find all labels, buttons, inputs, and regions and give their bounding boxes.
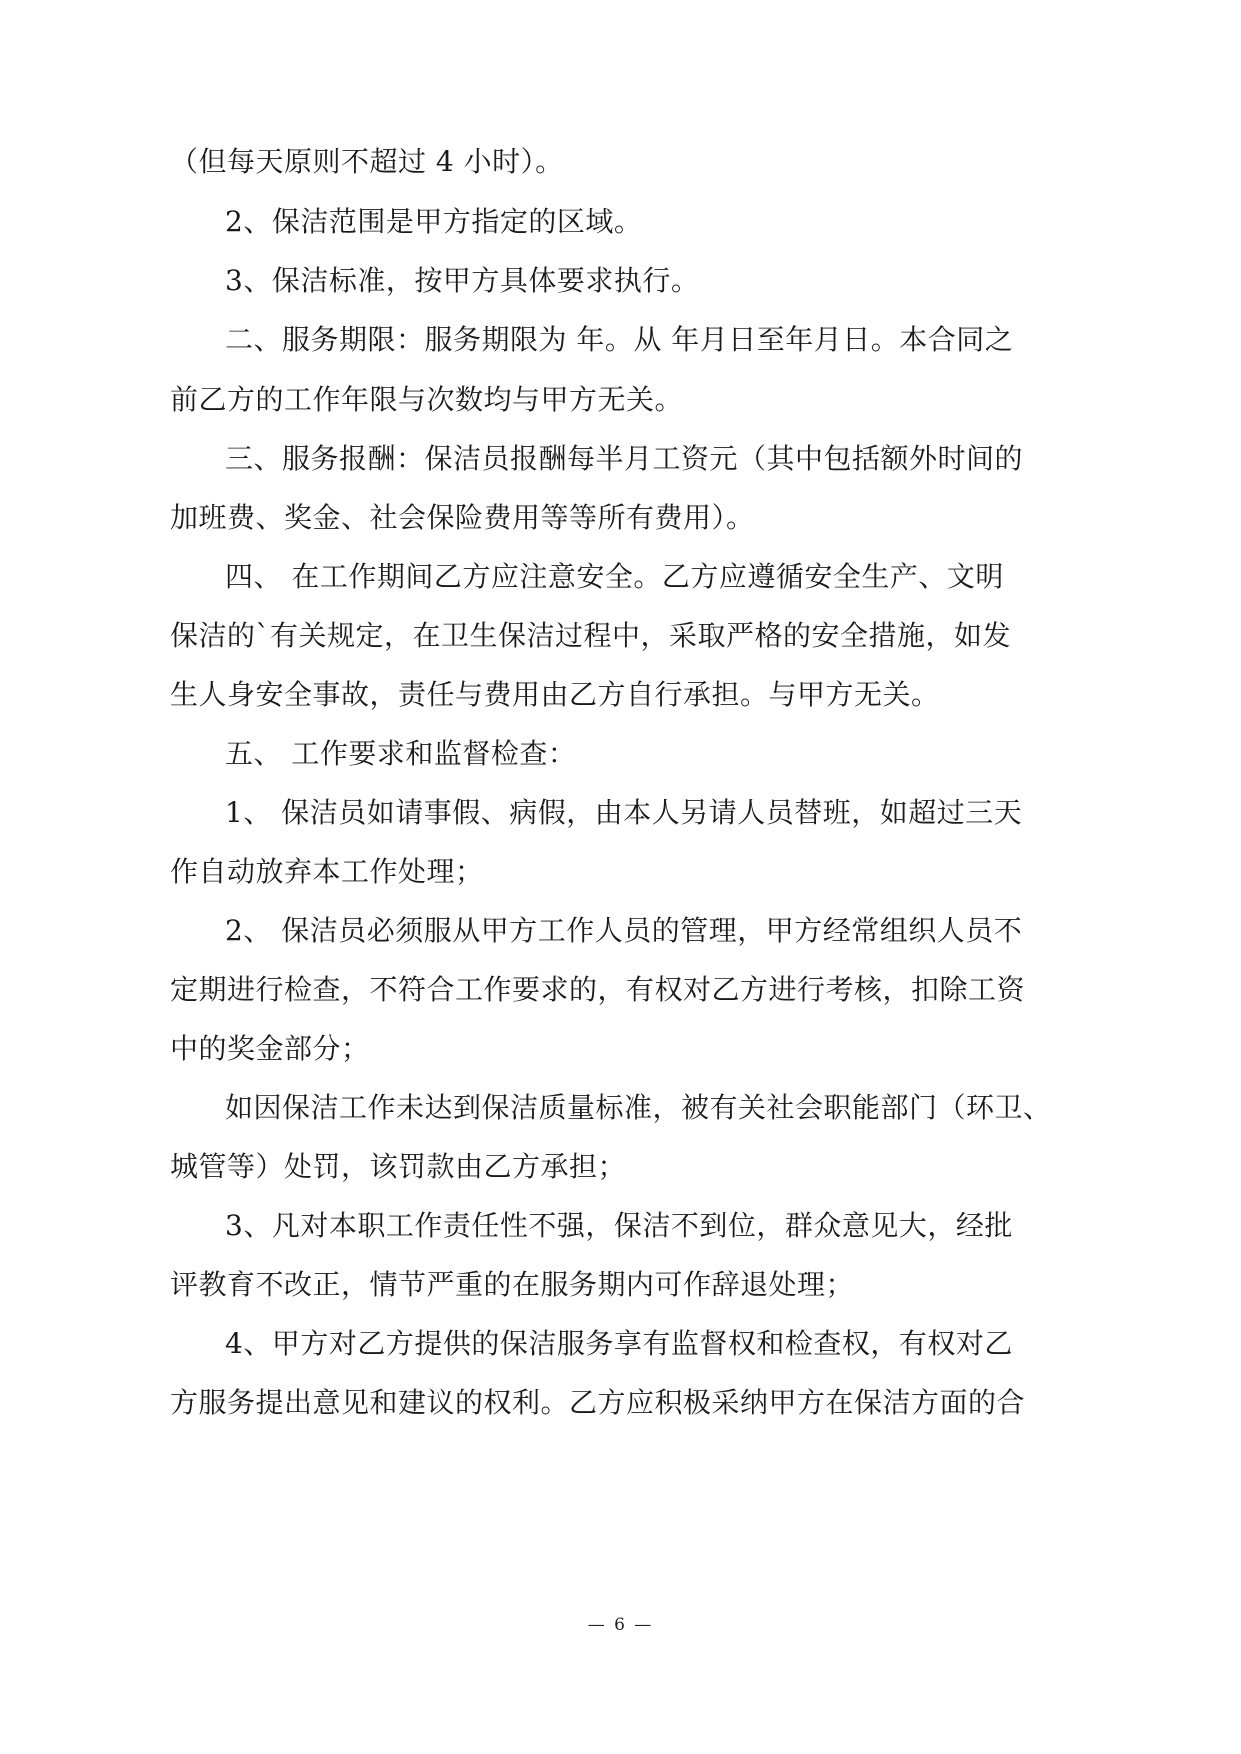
text-line: 评教育不改正，情节严重的在服务期内可作辞退处理； bbox=[170, 1268, 855, 1301]
text-line: 五、 工作要求和监督检查： bbox=[225, 737, 577, 770]
text-line: 如因保洁工作未达到保洁质量标准，被有关社会职能部门（环卫、 bbox=[225, 1091, 1052, 1124]
text-line: 作自动放弃本工作处理； bbox=[170, 855, 484, 888]
text-line: 1、 保洁员如请事假、病假，由本人另请人员替班，如超过三天 bbox=[225, 796, 1023, 829]
text-line: 前乙方的工作年限与次数均与甲方无关。 bbox=[170, 383, 684, 416]
text-line: 方服务提出意见和建议的权利。乙方应积极采纳甲方在保洁方面的合 bbox=[170, 1386, 1026, 1419]
text-line: 3、凡对本职工作责任性不强，保洁不到位，群众意见大，经批 bbox=[225, 1209, 1013, 1242]
page-number: — 6 — bbox=[587, 1615, 654, 1635]
text-line: 生人身安全事故，责任与费用由乙方自行承担。与甲方无关。 bbox=[170, 678, 940, 711]
text-line: 加班费、奖金、社会保险费用等等所有费用）。 bbox=[170, 501, 755, 534]
text-line: 2、 保洁员必须服从甲方工作人员的管理，甲方经常组织人员不 bbox=[225, 914, 1023, 947]
text-line: 3、保洁标准，按甲方具体要求执行。 bbox=[225, 264, 700, 297]
text-line: 4、甲方对乙方提供的保洁服务享有监督权和检查权，有权对乙 bbox=[225, 1327, 1013, 1360]
text-line: 城管等）处罚，该罚款由乙方承担； bbox=[170, 1150, 627, 1183]
text-line: 保洁的`有关规定，在卫生保洁过程中，采取严格的安全措施，如发 bbox=[170, 619, 1012, 652]
text-line: 二、服务期限：服务期限为 年。从 年月日至年月日。本合同之 bbox=[225, 323, 1014, 356]
text-line: 2、保洁范围是甲方指定的区域。 bbox=[225, 205, 643, 238]
text-line: 中的奖金部分； bbox=[170, 1032, 370, 1065]
text-line: 三、服务报酬：保洁员报酬每半月工资元（其中包括额外时间的 bbox=[225, 442, 1024, 475]
text-line: 四、 在工作期间乙方应注意安全。乙方应遵循安全生产、文明 bbox=[225, 560, 1004, 593]
text-line: 定期进行检查，不符合工作要求的，有权对乙方进行考核，扣除工资 bbox=[170, 973, 1026, 1006]
text-line: （但每天原则不超过 4 小时）。 bbox=[170, 145, 564, 178]
